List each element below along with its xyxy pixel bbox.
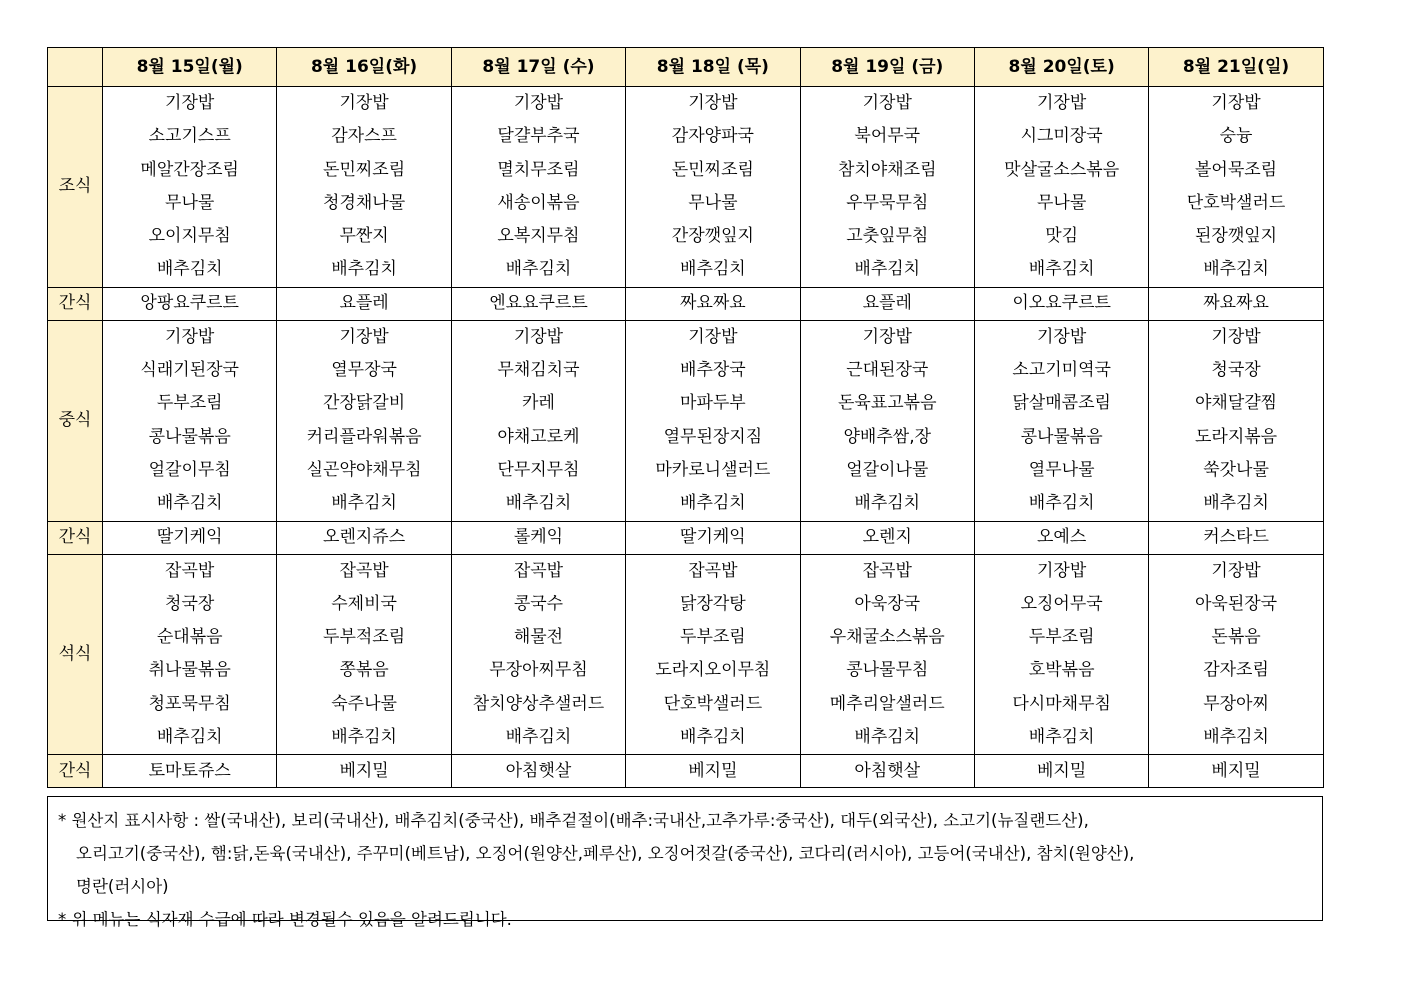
dish-item: 된장깻잎지 xyxy=(1194,226,1278,247)
snack-item: 커스타드 xyxy=(1149,521,1323,554)
snack-label: 간식 xyxy=(48,755,103,788)
meal-cell xyxy=(974,87,1148,288)
dish-item: 마파두부 xyxy=(680,393,746,414)
dish-item: 간장깻잎지 xyxy=(671,226,754,247)
dish-item: 돈민찌조림 xyxy=(671,159,754,180)
dish-item: 잡곡밥 xyxy=(862,560,912,581)
dish-item: 배추김치 xyxy=(156,259,223,280)
snack-item: 아침햇살 xyxy=(451,755,625,788)
dish-item: 무짠지 xyxy=(339,226,389,247)
dish-item: 청국장 xyxy=(1211,360,1261,381)
dish-item: 시그미장국 xyxy=(1020,126,1103,147)
dish-item: 잡곡밥 xyxy=(165,560,215,581)
meal-row xyxy=(48,554,1324,755)
snack-item: 베지밀 xyxy=(1149,755,1323,788)
meal-row xyxy=(48,320,1324,521)
snack-item: 이오요쿠르트 xyxy=(974,287,1148,320)
day-header: 8월 17일 (수) xyxy=(451,48,625,87)
dish-item: 무장아찌 xyxy=(1203,693,1269,714)
dish-item: 콩나물볶음 xyxy=(148,426,231,447)
snack-item: 오렌지쥬스 xyxy=(277,521,451,554)
dish-item: 기장밥 xyxy=(165,93,215,113)
dish-item: 배추김치 xyxy=(680,727,746,748)
dish-item: 야채고로케 xyxy=(497,426,580,447)
dish-item: 간장닭갈비 xyxy=(323,393,406,414)
snack-label: 간식 xyxy=(48,521,103,554)
snack-item: 베지밀 xyxy=(974,755,1148,788)
dish-item: 배추김치 xyxy=(1203,727,1269,748)
dish-item: 도라지오이무침 xyxy=(655,660,771,681)
dish-item: 취나물볶음 xyxy=(148,660,231,681)
snack-item: 앙팡요쿠르트 xyxy=(103,287,277,320)
dish-item: 고춧잎무침 xyxy=(846,226,929,247)
dish-item: 볼어묵조림 xyxy=(1194,159,1278,180)
meal-cell xyxy=(974,320,1148,521)
snack-row xyxy=(48,755,1324,788)
dish-item: 근대된장국 xyxy=(846,360,929,381)
dish-item: 잡곡밥 xyxy=(688,560,738,581)
dish-item: 기장밥 xyxy=(862,326,912,347)
meal-cell xyxy=(800,87,974,288)
dish-item: 배추김치 xyxy=(156,727,223,748)
dish-item: 돈민찌조림 xyxy=(323,159,406,180)
dish-item: 북어무국 xyxy=(854,126,921,147)
dish-item: 배추김치 xyxy=(331,259,397,280)
dish-item: 기장밥 xyxy=(513,326,564,347)
meal-cell xyxy=(451,554,625,755)
meal-cell xyxy=(277,87,451,288)
dish-item: 기장밥 xyxy=(513,93,564,113)
meal-cell xyxy=(103,554,277,755)
snack-item: 아침햇살 xyxy=(800,755,974,788)
dish-item: 기장밥 xyxy=(862,93,912,113)
snack-item: 롤케익 xyxy=(451,521,625,554)
dish-item: 돈볶음 xyxy=(1211,627,1261,648)
dish-item: 순대볶음 xyxy=(156,627,223,648)
dish-item: 열무장국 xyxy=(331,360,397,381)
dish-item: 얼갈이나물 xyxy=(846,459,929,480)
snack-item: 짜요짜요 xyxy=(626,287,800,320)
meal-row xyxy=(48,87,1324,288)
dish-item: 무나물 xyxy=(165,192,215,213)
snack-item: 토마토쥬스 xyxy=(103,755,277,788)
dish-item: 양배추쌈,장 xyxy=(843,426,932,447)
snack-row xyxy=(48,287,1324,320)
dish-item: 해물전 xyxy=(513,627,564,648)
snack-item: 요플레 xyxy=(277,287,451,320)
dish-item: 숙주나물 xyxy=(331,693,397,714)
dish-item: 배추김치 xyxy=(331,493,397,514)
dish-item: 배추김치 xyxy=(1028,493,1095,514)
dish-item: 열무된장지짐 xyxy=(663,426,763,447)
dish-item: 배추김치 xyxy=(854,259,921,280)
dish-item: 콩국수 xyxy=(513,593,564,614)
dish-item: 기장밥 xyxy=(1211,93,1261,113)
dish-item: 배추김치 xyxy=(1028,727,1095,748)
dish-item: 배추김치 xyxy=(854,727,921,748)
dish-item: 배추김치 xyxy=(680,493,746,514)
dish-item: 배추김치 xyxy=(680,259,746,280)
dish-item: 두부적조림 xyxy=(323,627,406,648)
meal-cell xyxy=(103,87,277,288)
dish-item: 콩나물무침 xyxy=(846,660,929,681)
snack-item: 베지밀 xyxy=(626,755,800,788)
dish-item: 커리플라워볶음 xyxy=(306,426,422,447)
dish-item: 배추김치 xyxy=(156,493,223,514)
dish-item: 배추김치 xyxy=(505,493,572,514)
snack-row xyxy=(48,521,1324,554)
snack-item: 딸기케익 xyxy=(103,521,277,554)
meal-cell xyxy=(974,554,1148,755)
dish-item: 잡곡밥 xyxy=(513,560,564,581)
dish-item: 소고기미역국 xyxy=(1012,360,1111,381)
meal-cell xyxy=(626,320,800,521)
dish-item: 무채김치국 xyxy=(497,360,580,381)
meal-label: 조식 xyxy=(48,87,103,288)
dish-item: 단호박샐러드 xyxy=(663,693,763,714)
dish-item: 닭장각탕 xyxy=(680,593,746,614)
dish-item: 참치야채조림 xyxy=(837,159,937,180)
snack-item: 요플레 xyxy=(800,287,974,320)
meal-cell xyxy=(451,320,625,521)
dish-item: 기장밥 xyxy=(1211,326,1261,347)
dish-item: 우채굴소스볶음 xyxy=(829,627,945,648)
meal-cell xyxy=(277,554,451,755)
dish-item: 숭늉 xyxy=(1219,126,1253,147)
dish-item: 오이지무침 xyxy=(148,226,231,247)
dish-item: 아욱장국 xyxy=(854,593,921,614)
dish-item: 배추장국 xyxy=(680,360,746,381)
dish-item: 단무지무침 xyxy=(497,459,580,480)
dish-item: 기장밥 xyxy=(1037,326,1087,347)
dish-item: 돈육표고볶음 xyxy=(837,393,937,414)
dish-item: 멸치무조림 xyxy=(497,159,580,180)
dish-item: 호박볶음 xyxy=(1028,660,1095,681)
meal-cell xyxy=(1149,554,1323,755)
dish-item: 새송이볶음 xyxy=(497,192,580,213)
meal-cell xyxy=(626,554,800,755)
dish-item: 기장밥 xyxy=(688,93,738,113)
dish-item: 실곤약야채무침 xyxy=(306,459,422,480)
dish-item: 맛살굴소스볶음 xyxy=(1004,159,1120,180)
dish-item: 닭살매콤조림 xyxy=(1012,393,1111,414)
dish-item: 감자스프 xyxy=(331,126,397,147)
menu-change-notice: * 위 메뉴는 식자재 수급에 따라 변경될수 있음을 알려드립니다. xyxy=(58,910,512,929)
notes-box xyxy=(47,796,1323,929)
dish-item: 카레 xyxy=(522,393,555,414)
dish-item: 배추김치 xyxy=(1203,493,1269,514)
meal-cell xyxy=(800,320,974,521)
dish-item: 오징어무국 xyxy=(1020,593,1103,614)
dish-item: 기장밥 xyxy=(1037,93,1087,113)
snack-item: 엔요요쿠르트 xyxy=(451,287,625,320)
dish-item: 얼갈이무침 xyxy=(148,459,231,480)
dish-item: 기장밥 xyxy=(1037,560,1087,581)
dish-item: 맛김 xyxy=(1045,226,1079,247)
snack-item: 오렌지 xyxy=(800,521,974,554)
meal-cell xyxy=(1149,320,1323,521)
dish-item: 청국장 xyxy=(165,593,215,614)
dish-item: 식래기된장국 xyxy=(140,360,239,381)
meal-cell xyxy=(277,320,451,521)
day-header: 8월 18일 (목) xyxy=(626,48,800,87)
day-header: 8월 20일(토) xyxy=(974,48,1148,87)
dish-item: 달걀부추국 xyxy=(497,126,580,147)
day-header: 8월 21일(일) xyxy=(1149,48,1323,87)
dish-item: 청경채나물 xyxy=(323,192,406,213)
dish-item: 쑥갓나물 xyxy=(1203,459,1269,480)
dish-item: 야채달걀찜 xyxy=(1194,393,1278,414)
dish-item: 우무묵무침 xyxy=(846,192,929,213)
origin-note-line: * 원산지 표시사항 : 쌀(국내산), 보리(국내산), 배추김치(중국산), 배추겉절이(배추:국내산,고추가루:중국산), 대두(외국산), 소고기(뉴질랜드산), xyxy=(58,811,1089,830)
dish-item: 아욱된장국 xyxy=(1194,593,1278,614)
dish-item: 메알간장조림 xyxy=(140,159,239,180)
dish-item: 도라지볶음 xyxy=(1194,426,1278,447)
day-header: 8월 16일(화) xyxy=(277,48,451,87)
weekly-menu-table xyxy=(47,47,1324,788)
meal-cell xyxy=(1149,87,1323,288)
dish-item: 배추김치 xyxy=(331,727,397,748)
date-header-row xyxy=(48,48,1324,87)
dish-item: 기장밥 xyxy=(1211,560,1261,581)
dish-item: 잡곡밥 xyxy=(339,560,389,581)
snack-item: 짜요짜요 xyxy=(1149,287,1323,320)
meal-cell xyxy=(451,87,625,288)
snack-item: 딸기케익 xyxy=(626,521,800,554)
dish-item: 두부조림 xyxy=(1028,627,1095,648)
dish-item: 두부조림 xyxy=(680,627,746,648)
dish-item: 배추김치 xyxy=(854,493,921,514)
dish-item: 감자양파국 xyxy=(671,126,754,147)
snack-item: 오예스 xyxy=(974,521,1148,554)
dish-item: 무나물 xyxy=(1037,192,1087,213)
dish-item: 참치양상추샐러드 xyxy=(472,693,605,714)
dish-item: 두부조림 xyxy=(156,393,223,414)
dish-item: 기장밥 xyxy=(339,326,389,347)
dish-item: 다시마채무침 xyxy=(1012,693,1111,714)
dish-item: 배추김치 xyxy=(1028,259,1095,280)
dish-item: 기장밥 xyxy=(165,326,215,347)
dish-item: 콩나물볶음 xyxy=(1020,426,1103,447)
dish-item: 소고기스프 xyxy=(148,126,231,147)
origin-note-line: 명란(러시아) xyxy=(76,877,169,896)
dish-item: 청포묵무침 xyxy=(148,693,231,714)
origin-note-line: 오리고기(중국산), 햄:닭,돈육(국내산), 주꾸미(베트남), 오징어(원양산,페루산), 오징어젓갈(중국산), 코다리(러시아), 고등어(국내산), 참치(원양산), xyxy=(76,844,1135,863)
dish-item: 단호박샐러드 xyxy=(1186,192,1286,213)
dish-item: 열무나물 xyxy=(1028,459,1095,480)
meal-label: 중식 xyxy=(48,320,103,521)
day-header: 8월 15일(월) xyxy=(103,48,277,87)
dish-item: 배추김치 xyxy=(505,727,572,748)
dish-item: 감자조림 xyxy=(1203,660,1269,681)
dish-item: 기장밥 xyxy=(688,326,738,347)
dish-item: 무장아찌무침 xyxy=(489,660,588,681)
meal-label: 석식 xyxy=(48,554,103,755)
dish-item: 기장밥 xyxy=(339,93,389,113)
day-header: 8월 19일 (금) xyxy=(800,48,974,87)
meal-cell xyxy=(800,554,974,755)
snack-item: 베지밀 xyxy=(277,755,451,788)
dish-item: 수제비국 xyxy=(331,593,397,614)
dish-item: 배추김치 xyxy=(1203,259,1269,280)
dish-item: 메추리알샐러드 xyxy=(829,693,945,714)
dish-item: 배추김치 xyxy=(505,259,572,280)
meal-cell xyxy=(103,320,277,521)
header-corner xyxy=(48,48,103,87)
dish-item: 오복지무침 xyxy=(497,226,580,247)
meal-cell xyxy=(626,87,800,288)
dish-item: 쫑볶음 xyxy=(339,660,389,681)
snack-label: 간식 xyxy=(48,287,103,320)
dish-item: 무나물 xyxy=(688,192,738,213)
dish-item: 마카로니샐러드 xyxy=(655,459,771,480)
